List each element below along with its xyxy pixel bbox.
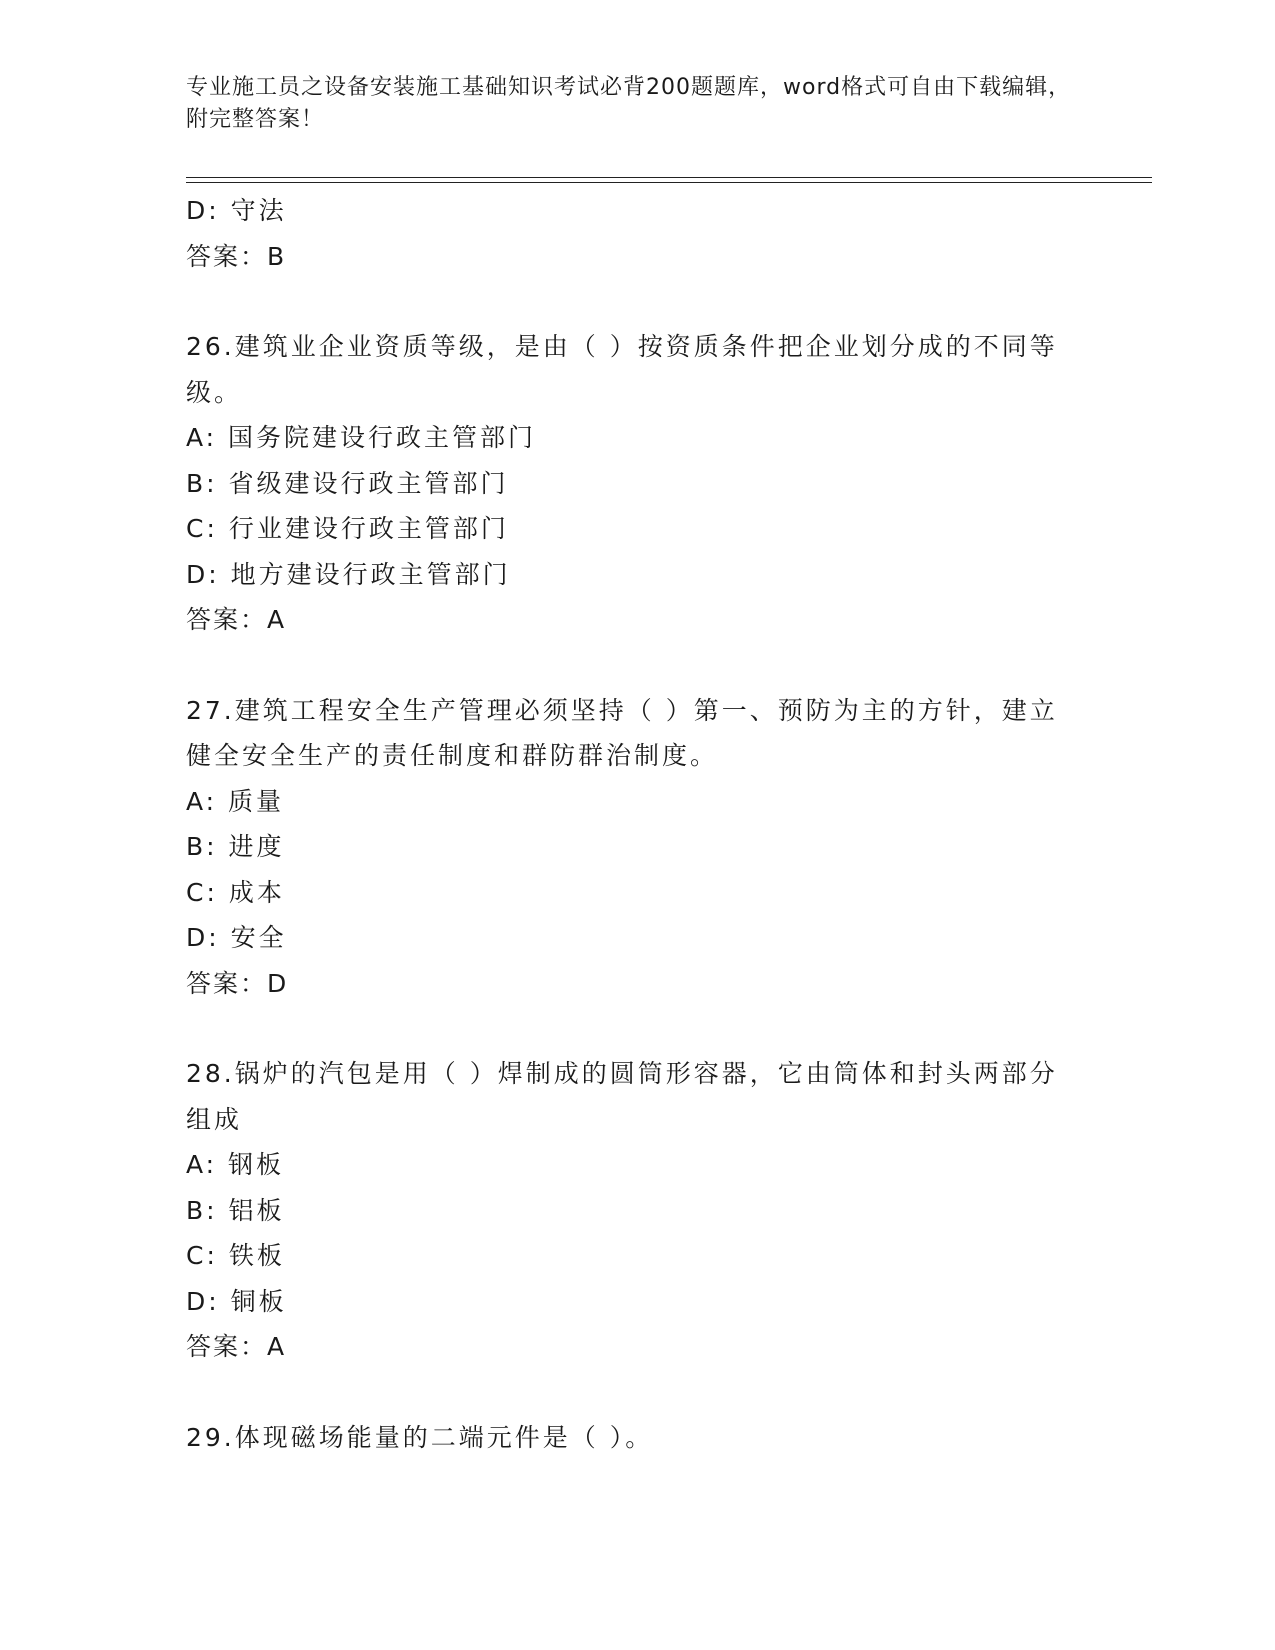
- answer-line: 答案：D: [186, 968, 289, 998]
- question-text: 29.体现磁场能量的二端元件是（ ）。: [186, 1422, 654, 1452]
- question-29: [186, 1415, 1086, 1461]
- option-c: C: 行业建设行政主管部门: [186, 514, 509, 543]
- question-text: 27.建筑工程安全生产管理必须坚持（ ）第一、预防为主的方针，建立健全安全生产的责任制度和群防群治制度。: [186, 695, 1058, 770]
- option-c: C: 铁板: [186, 1241, 285, 1270]
- option-b: B: 进度: [186, 832, 285, 861]
- question-text: 28.锅炉的汽包是用（ ）焊制成的圆筒形容器，它由筒体和封头两部分组成: [186, 1059, 1058, 1134]
- option-d: D: 地方建设行政主管部门: [186, 559, 511, 589]
- question-26: [186, 324, 1086, 643]
- question-28: [186, 1051, 1086, 1370]
- option-d: D: 铜板: [186, 1286, 287, 1316]
- answer-line: 答案：A: [186, 1332, 287, 1361]
- page-content: [186, 188, 1086, 1460]
- option-a: A: 钢板: [186, 1150, 285, 1179]
- answer-line: 答案：B: [186, 241, 287, 271]
- option-b: B: 省级建设行政主管部门: [186, 468, 509, 498]
- option-b: B: 铝板: [186, 1195, 285, 1225]
- question-text: 26.建筑业企业资质等级，是由（ ）按资质条件把企业划分成的不同等级。: [186, 332, 1058, 407]
- option-a: A: 质量: [186, 786, 285, 816]
- option-d: D: 安全: [186, 923, 287, 952]
- question-27: [186, 688, 1086, 1007]
- answer-line: 答案：A: [186, 605, 287, 634]
- header-rule-top: [186, 177, 1152, 178]
- option-a: A: 国务院建设行政主管部门: [186, 423, 537, 452]
- option-c: C: 成本: [186, 877, 285, 907]
- header-rule-bottom: [186, 182, 1152, 183]
- document-header: 专业施工员之设备安装施工基础知识考试必背200题题库，word格式可自由下载编辑，附完整答案！: [186, 75, 1072, 132]
- option-d: D: 守法: [186, 196, 287, 225]
